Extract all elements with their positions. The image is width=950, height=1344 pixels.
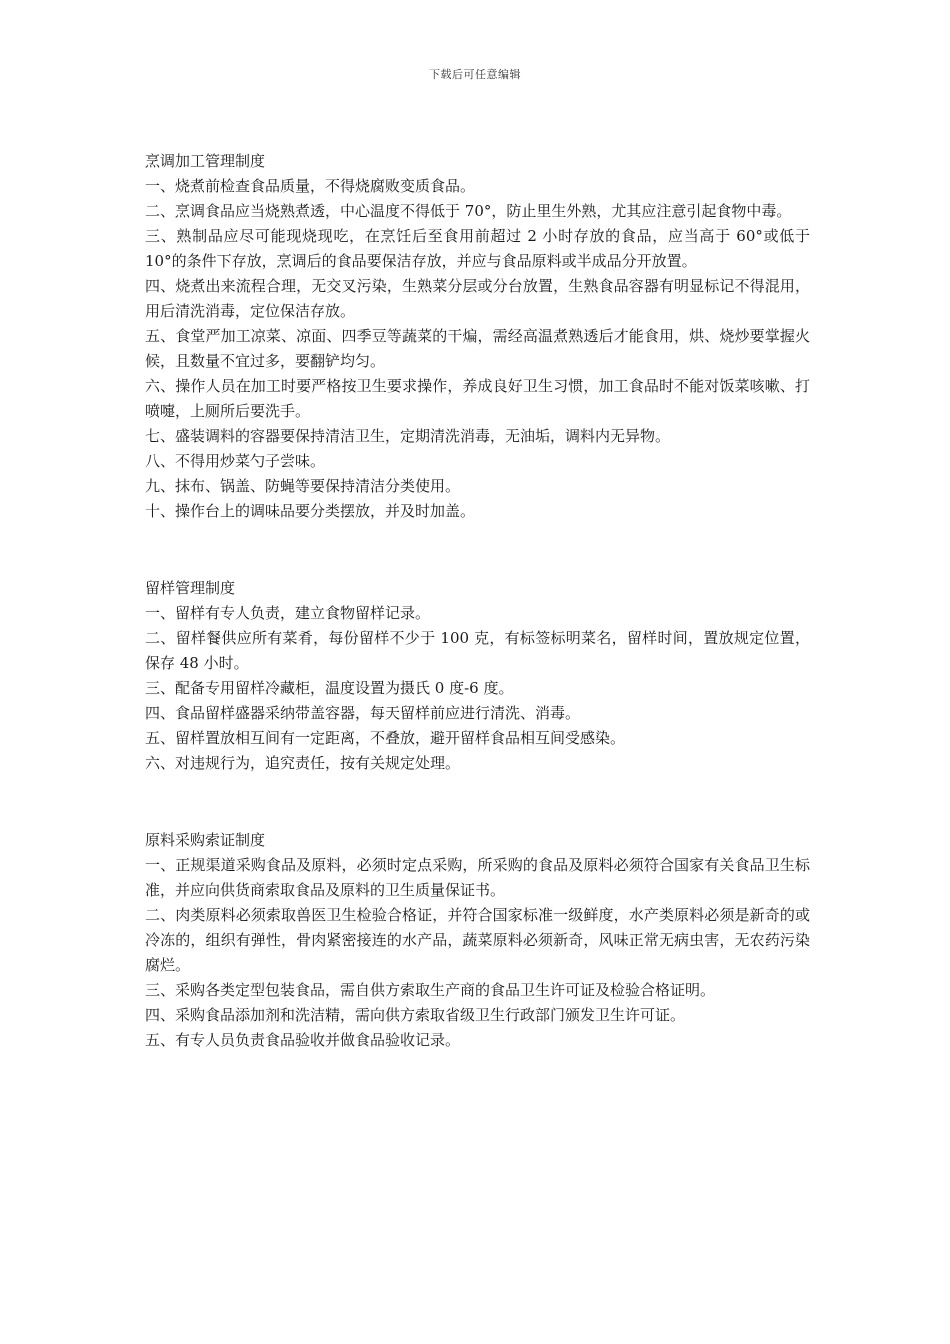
list-item: 四、采购食品添加剂和洗洁精，需向供方索取省级卫生行政部门颁发卫生许可证。 (145, 1006, 686, 1024)
section-title: 原料采购索证制度 (145, 831, 266, 849)
list-item: 六、操作人员在加工时要严格按卫生要求操作，养成良好卫生习惯，加工食品时不能对饭菜咳嗽、打喷嚏，上厕所后要洗手。 (145, 377, 810, 420)
list-item: 八、不得用炒菜勺子尝味。 (145, 452, 326, 470)
list-item: 四、食品留样盛器采纳带盖容器，每天留样前应进行清洗、消毒。 (145, 704, 581, 722)
list-item: 六、对违规行为，追究责任，按有关规定处理。 (145, 754, 461, 772)
section-sample-retention (145, 576, 810, 776)
section-cooking-management (145, 149, 810, 524)
document-body (145, 149, 810, 1053)
list-item: 五、食堂严加工凉菜、凉面、四季豆等蔬菜的干煸，需经高温煮熟透后才能食用，烘、烧炒要掌握火候，且数量不宜过多，要翻铲均匀。 (145, 327, 810, 370)
list-item: 十、操作台上的调味品要分类摆放，并及时加盖。 (145, 502, 476, 520)
list-item: 五、有专人员负责食品验收并做食品验收记录。 (145, 1031, 461, 1049)
list-item: 三、配备专用留样冷藏柜，温度设置为摄氏 0 度-6 度。 (145, 679, 514, 697)
list-item: 九、抹布、锅盖、防蝇等要保持清洁分类使用。 (145, 477, 461, 495)
list-item: 一、烧煮前检查食品质量，不得烧腐败变质食品。 (145, 177, 476, 195)
list-item: 一、留样有专人负责，建立食物留样记录。 (145, 604, 431, 622)
section-procurement-certification (145, 828, 810, 1053)
list-item: 四、烧煮出来流程合理，无交叉污染，生熟菜分层或分台放置，生熟食品容器有明显标记不得混用，用后清洗消毒，定位保洁存放。 (145, 277, 810, 320)
list-item: 二、留样餐供应所有菜肴，每份留样不少于 100 克，有标签标明菜名，留样时间，置放规定位置，保存 48 小时。 (145, 629, 810, 672)
section-title: 留样管理制度 (145, 579, 236, 597)
list-item: 三、熟制品应尽可能现烧现吃，在烹饪后至食用前超过 2 小时存放的食品，应当高于 60°或低于 10°的条件下存放，烹调后的食品要保洁存放，并应与食品原料或半成品分开放置。 (145, 227, 810, 270)
list-item: 三、采购各类定型包装食品，需自供方索取生产商的食品卫生许可证及检验合格证明。 (145, 981, 716, 999)
section-title: 烹调加工管理制度 (145, 152, 266, 170)
list-item: 七、盛装调料的容器要保持清洁卫生，定期清洗消毒，无油垢，调料内无异物。 (145, 427, 671, 445)
page-header-note: 下载后可任意编辑 (429, 68, 521, 81)
list-item: 五、留样置放相互间有一定距离，不叠放，避开留样食品相互间受感染。 (145, 729, 626, 747)
list-item: 二、烹调食品应当烧熟煮透，中心温度不得低于 70°，防止里生外熟，尤其应注意引起食物中毒。 (145, 202, 792, 220)
list-item: 一、正规渠道采购食品及原料，必须时定点采购，所采购的食品及原料必须符合国家有关食品卫生标准，并应向供货商索取食品及原料的卫生质量保证书。 (145, 856, 810, 899)
list-item: 二、肉类原料必须索取兽医卫生检验合格证，并符合国家标准一级鲜度，水产类原料必须是新奇的或冷冻的，组织有弹性，骨肉紧密接连的水产品，蔬菜原料必须新奇，风味正常无病虫害，无农药污染腐烂。 (145, 906, 810, 974)
